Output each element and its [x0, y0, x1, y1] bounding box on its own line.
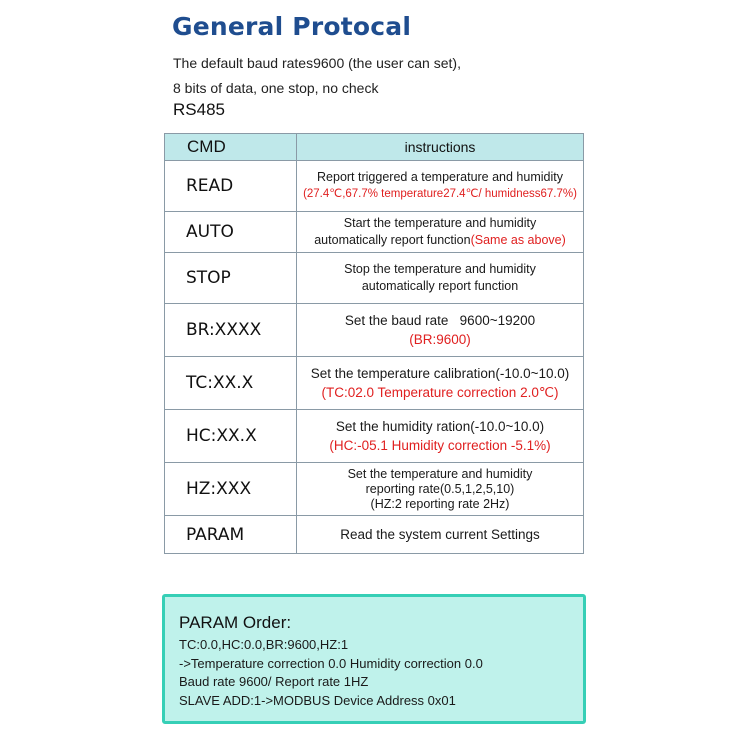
cmd-read: READ — [165, 161, 297, 212]
cmd-temperature-calibration: TC:XX.X — [165, 357, 297, 410]
instruction-cell — [297, 516, 584, 554]
instruction-example: (27.4℃,67.7% temperature27.4℃/ humidness67.7%) — [303, 188, 577, 200]
table-row — [165, 161, 584, 212]
table-row — [165, 516, 584, 554]
param-order-line: SLAVE ADD:1->MODBUS Device Address 0x01 — [179, 692, 456, 708]
table-row — [165, 357, 584, 410]
instruction-line: automatically report function — [361, 279, 519, 293]
param-order-title: PARAM Order: — [179, 613, 292, 632]
cmd-param: PARAM — [165, 516, 297, 554]
instruction-cell — [297, 304, 584, 357]
cmd-report-rate: HZ:XXX — [165, 463, 297, 516]
param-order-line: TC:0.0,HC:0.0,BR:9600,HZ:1 — [179, 637, 349, 652]
interface-label: RS485 — [173, 100, 225, 119]
param-order-line: ->Temperature correction 0.0 Humidity correction 0.0 — [179, 655, 483, 671]
instruction-example: (BR:9600) — [409, 332, 471, 347]
instruction-line — [297, 232, 583, 249]
cmd-stop: STOP — [165, 253, 297, 304]
intro-line-2: 8 bits of data, one stop, no check — [173, 80, 379, 96]
instruction-text: automatically report function — [314, 233, 471, 247]
param-order-line: Baud rate 9600/ Report rate 1HZ — [179, 674, 369, 689]
instruction-cell — [297, 212, 584, 253]
page-title: General Protocal — [172, 12, 412, 41]
instruction-cell — [297, 357, 584, 410]
table-row — [165, 410, 584, 463]
instruction-cell — [297, 463, 584, 516]
instruction-line: Stop the temperature and humidity — [344, 262, 536, 276]
cmd-humidity-calibration: HC:XX.X — [165, 410, 297, 463]
instruction-line: reporting rate(0.5,1,2,5,10) — [365, 481, 515, 496]
instruction-line: Set the humidity ration(-10.0~10.0) — [335, 419, 545, 434]
instruction-example: (TC:02.0 Temperature correction 2.0℃) — [321, 385, 559, 400]
table-row — [165, 253, 584, 304]
intro-line-1: The default baud rates9600 (the user can set), — [173, 55, 461, 71]
instruction-line: Read the system current Settings — [340, 527, 540, 542]
param-order-box — [162, 594, 586, 724]
instruction-line: Set the baud rate 9600~19200 — [344, 313, 536, 328]
instruction-line: Set the temperature calibration(-10.0~10.0) — [310, 366, 570, 381]
table-row — [165, 463, 584, 516]
instruction-example: (HC:-05.1 Humidity correction -5.1%) — [329, 438, 551, 453]
column-header-cmd: CMD — [165, 134, 297, 161]
column-header-instructions: instructions — [297, 134, 584, 161]
cmd-auto: AUTO — [165, 212, 297, 253]
instruction-line: Start the temperature and humidity — [343, 216, 537, 230]
cmd-baud-rate: BR:XXXX — [165, 304, 297, 357]
instruction-cell — [297, 410, 584, 463]
table-row — [165, 304, 584, 357]
instruction-note: (Same as above) — [470, 233, 566, 247]
table-row — [165, 212, 584, 253]
instruction-line: Report triggered a temperature and humidity — [317, 170, 563, 184]
instruction-cell — [297, 253, 584, 304]
table-header-row — [165, 134, 584, 161]
instruction-line: (HZ:2 reporting rate 2Hz) — [370, 496, 510, 511]
command-table — [164, 133, 584, 554]
instruction-cell — [297, 161, 584, 212]
instruction-line: Set the temperature and humidity — [347, 466, 533, 481]
